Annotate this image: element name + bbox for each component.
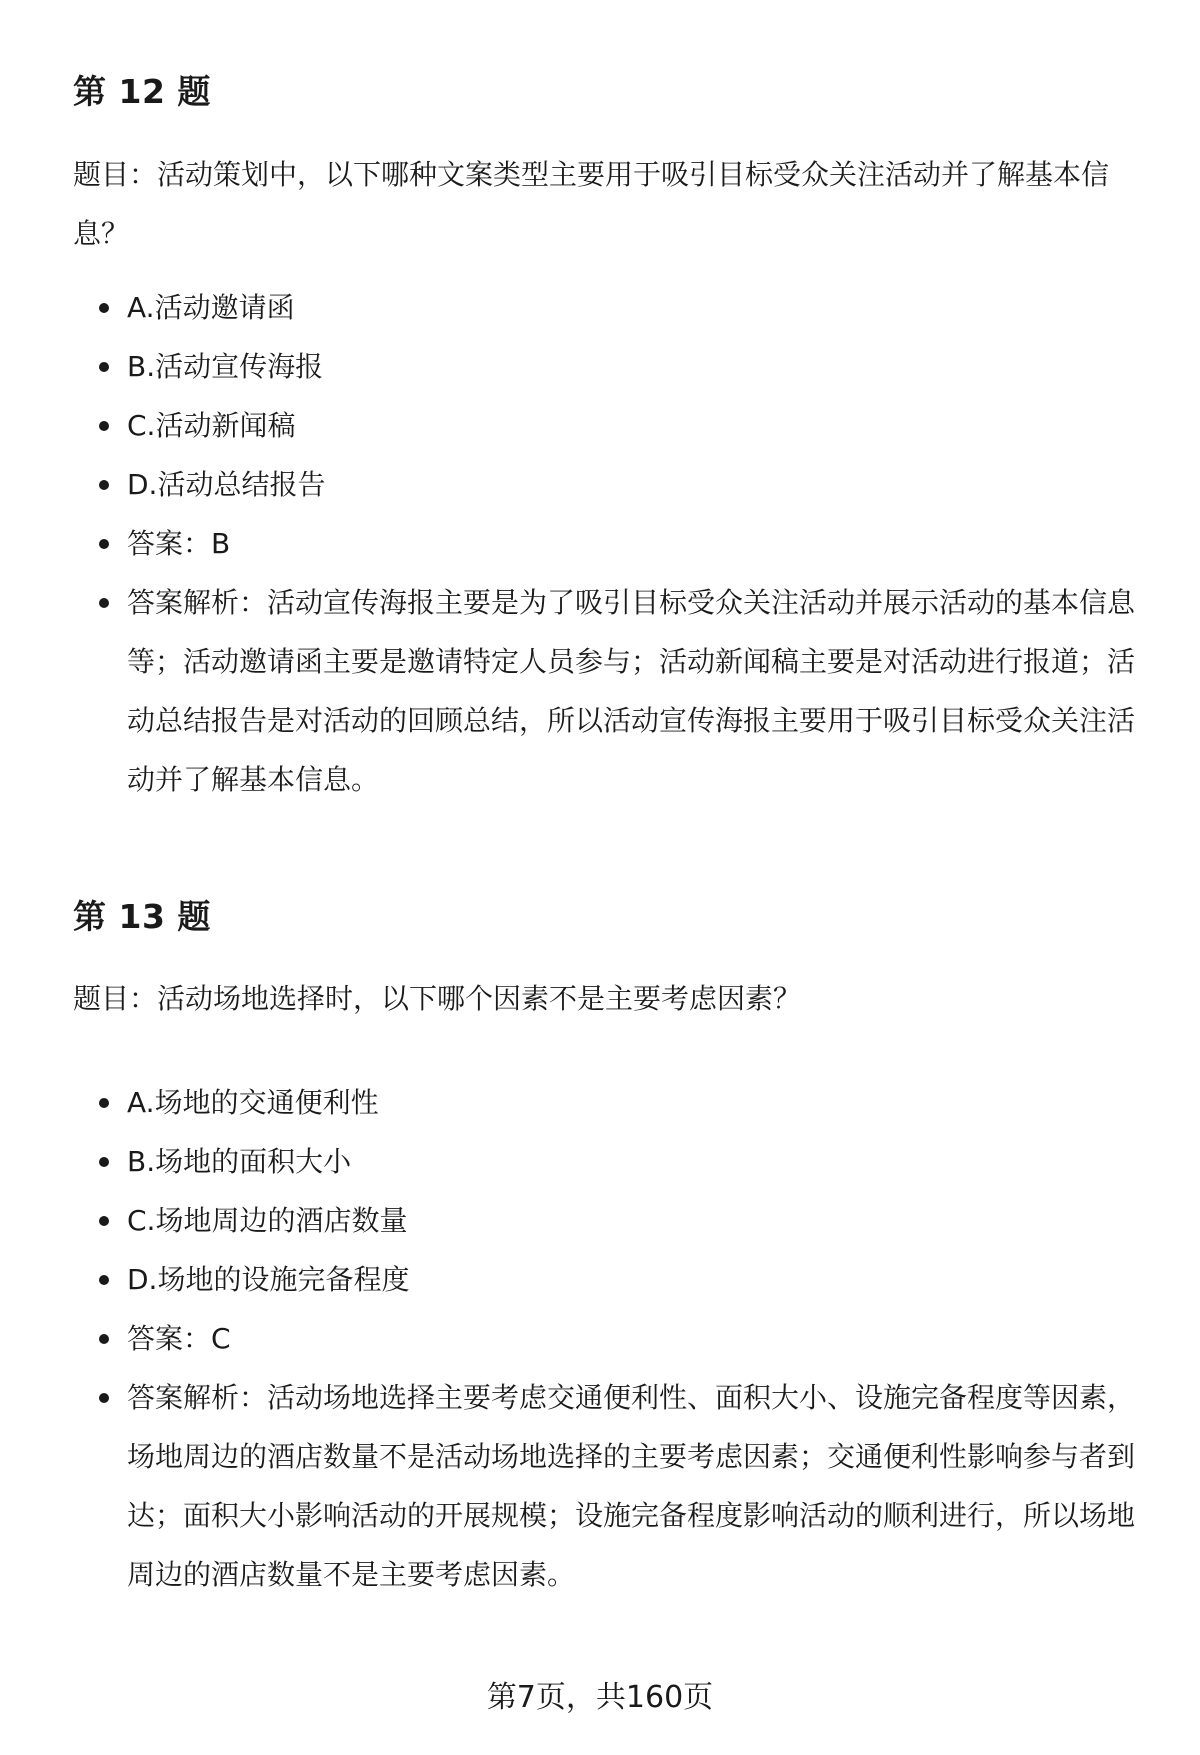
- bullet-icon: [99, 598, 109, 608]
- question-12-heading: 第 12 题: [73, 72, 211, 111]
- bullet-icon: [99, 421, 109, 431]
- bullet-icon: [99, 1098, 109, 1108]
- answer-explanation: [73, 573, 1143, 809]
- answer-explanation-text: 答案解析：活动场地选择主要考虑交通便利性、面积大小、设施完备程度等因素，场地周边的酒店数量不是活动场地选择的主要考虑因素；交通便利性影响参与者到达；面积大小影响活动的开展规模；设施完备程度影响活动的顺利进行，所以场地周边的酒店数量不是主要考虑因素。: [127, 1381, 1136, 1591]
- bullet-icon: [99, 303, 109, 313]
- bullet-icon: [99, 362, 109, 372]
- option-b-text: B.场地的面积大小: [127, 1145, 352, 1178]
- option-b: [73, 337, 1143, 396]
- option-a-text: A.场地的交通便利性: [127, 1086, 379, 1119]
- option-d-text: D.活动总结报告: [127, 468, 326, 501]
- option-a: [73, 278, 1143, 337]
- bullet-icon: [99, 539, 109, 549]
- bullet-icon: [99, 1275, 109, 1285]
- option-d: [73, 455, 1143, 514]
- answer: [73, 1309, 1143, 1368]
- bullet-icon: [99, 1216, 109, 1226]
- option-a-text: A.活动邀请函: [127, 291, 295, 324]
- option-d-text: D.场地的设施完备程度: [127, 1263, 410, 1296]
- option-c-text: C.活动新闻稿: [127, 409, 296, 442]
- answer-text: 答案：C: [127, 1322, 231, 1355]
- option-c-text: C.场地周边的酒店数量: [127, 1204, 408, 1237]
- option-c: [73, 1191, 1143, 1250]
- option-a: [73, 1073, 1143, 1132]
- option-b: [73, 1132, 1143, 1191]
- option-b-text: B.活动宣传海报: [127, 350, 324, 383]
- answer-explanation: [73, 1368, 1143, 1604]
- page-footer: 第7页，共160页: [486, 1680, 714, 1715]
- question-13-stem: 题目：活动场地选择时，以下哪个因素不是主要考虑因素？: [73, 982, 802, 1015]
- question-12-options: [73, 278, 1143, 809]
- question-13-options: [73, 1073, 1143, 1604]
- question-12-stem: 题目：活动策划中，以下哪种文案类型主要用于吸引目标受众关注活动并了解基本信息？: [73, 158, 1110, 250]
- bullet-icon: [99, 480, 109, 490]
- bullet-icon: [99, 1393, 109, 1403]
- answer-text: 答案：B: [127, 527, 231, 560]
- answer: [73, 514, 1143, 573]
- option-d: [73, 1250, 1143, 1309]
- question-13-heading: 第 13 题: [73, 897, 211, 936]
- bullet-icon: [99, 1157, 109, 1167]
- bullet-icon: [99, 1334, 109, 1344]
- answer-explanation-text: 答案解析：活动宣传海报主要是为了吸引目标受众关注活动并展示活动的基本信息等；活动邀请函主要是邀请特定人员参与；活动新闻稿主要是对活动进行报道；活动总结报告是对活动的回顾总结，所以活动宣传海报主要用于吸引目标受众关注活动并了解基本信息。: [127, 586, 1136, 796]
- option-c: [73, 396, 1143, 455]
